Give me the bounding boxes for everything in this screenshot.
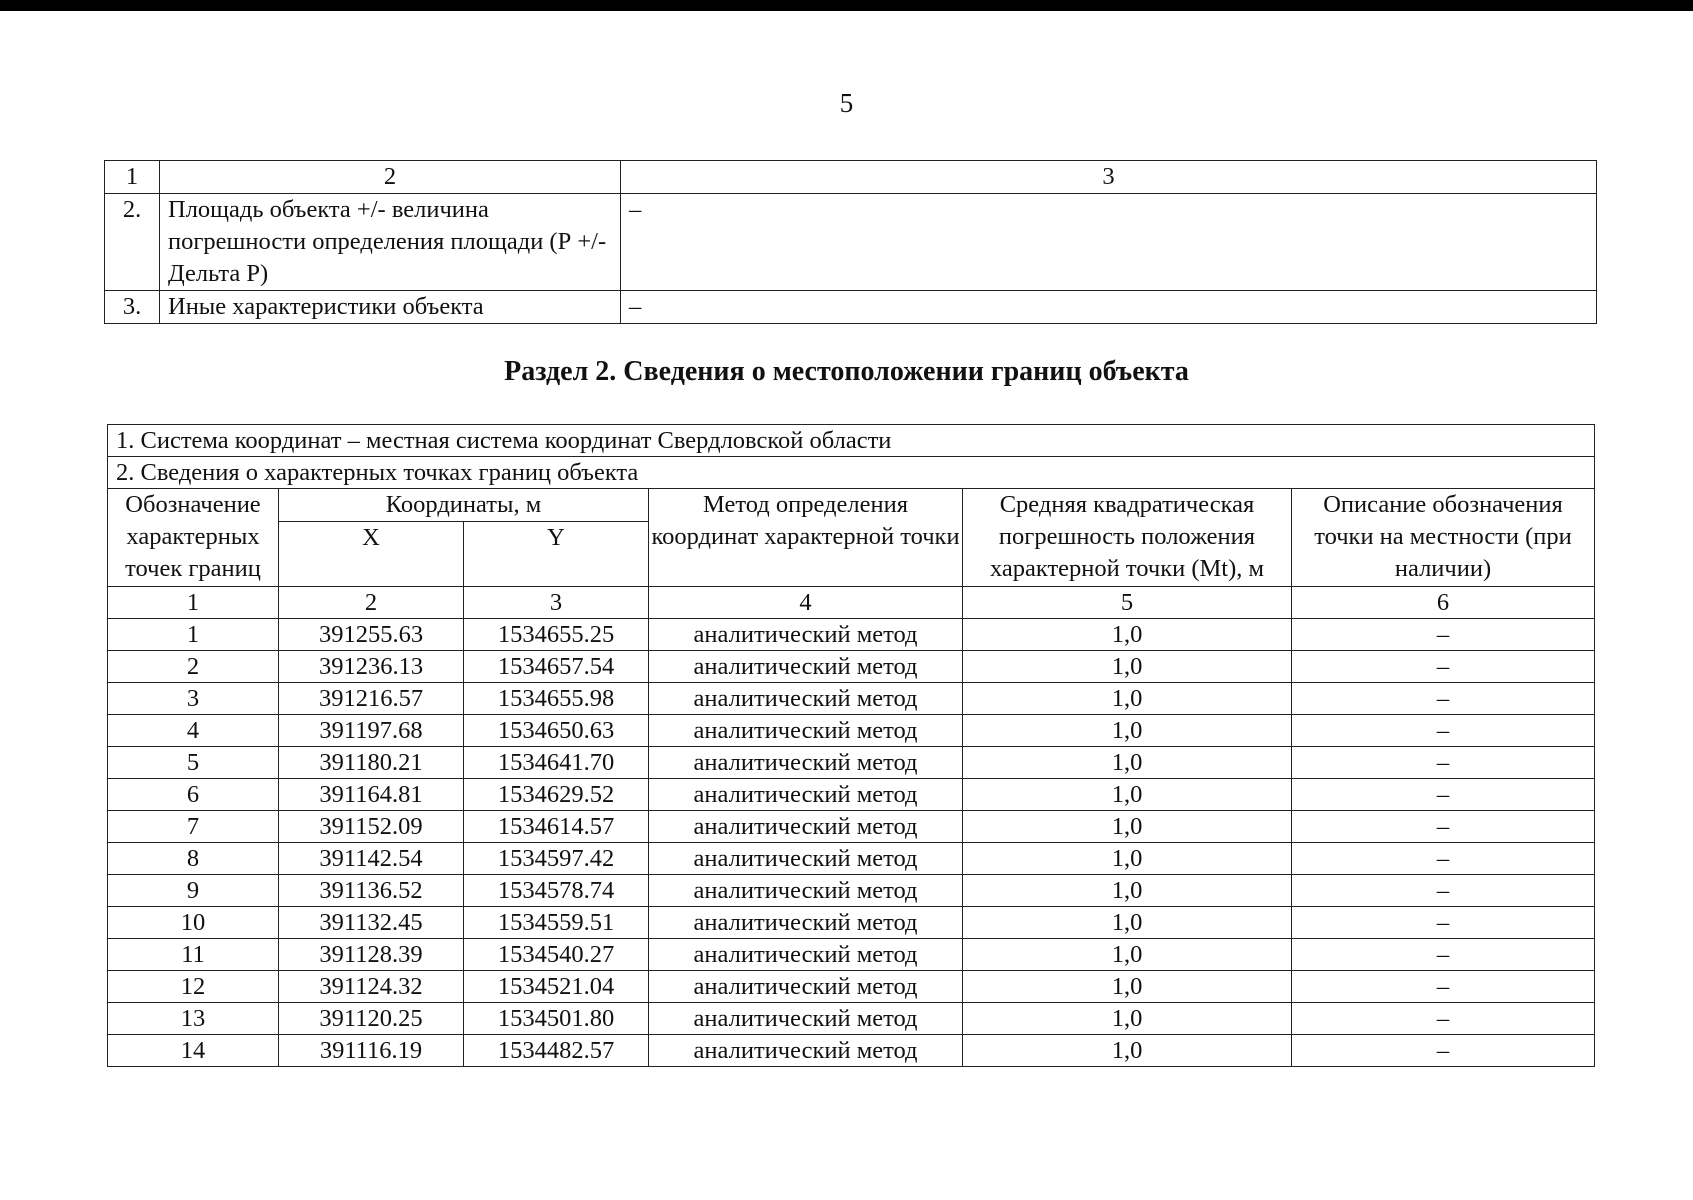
row-value: – — [621, 194, 1597, 291]
table-row — [108, 683, 1595, 715]
mean-error-cell: 1,0 — [963, 907, 1292, 939]
column-number: 2 — [279, 587, 464, 619]
header-coordinates: Координаты, м — [279, 489, 649, 522]
row-label: Площадь объекта +/- величина погрешности определения площади (Р +/- Дельта Р) — [160, 194, 621, 291]
method-cell: аналитический метод — [649, 1035, 963, 1067]
table-row — [105, 194, 1597, 291]
coord-y-cell: 1534559.51 — [464, 907, 649, 939]
mean-error-cell: 1,0 — [963, 1035, 1292, 1067]
coord-y-cell: 1534614.57 — [464, 811, 649, 843]
header-cell: 3 — [621, 161, 1597, 194]
description-cell: – — [1292, 875, 1595, 907]
method-cell: аналитический метод — [649, 619, 963, 651]
method-cell: аналитический метод — [649, 939, 963, 971]
boundary-points-table — [107, 424, 1595, 1067]
column-numbers-row — [108, 587, 1595, 619]
coord-x-cell: 391124.32 — [279, 971, 464, 1003]
coord-x-cell: 391236.13 — [279, 651, 464, 683]
object-characteristics-table — [104, 160, 1597, 324]
coord-x-cell: 391164.81 — [279, 779, 464, 811]
coord-y-cell: 1534521.04 — [464, 971, 649, 1003]
points-title-row — [108, 457, 1595, 489]
description-cell: – — [1292, 651, 1595, 683]
point-number-cell: 2 — [108, 651, 279, 683]
table-row — [108, 811, 1595, 843]
table-row — [108, 779, 1595, 811]
table-row — [108, 971, 1595, 1003]
coord-x-cell: 391255.63 — [279, 619, 464, 651]
point-number-cell: 11 — [108, 939, 279, 971]
point-number-cell: 9 — [108, 875, 279, 907]
coord-x-cell: 391128.39 — [279, 939, 464, 971]
coord-y-cell: 1534597.42 — [464, 843, 649, 875]
top-border-bar — [0, 0, 1693, 11]
mean-error-cell: 1,0 — [963, 1003, 1292, 1035]
method-cell: аналитический метод — [649, 715, 963, 747]
mean-error-cell: 1,0 — [963, 683, 1292, 715]
coord-y-cell: 1534578.74 — [464, 875, 649, 907]
coord-y-cell: 1534629.52 — [464, 779, 649, 811]
column-number: 3 — [464, 587, 649, 619]
method-cell: аналитический метод — [649, 683, 963, 715]
point-number-cell: 6 — [108, 779, 279, 811]
column-number: 1 — [108, 587, 279, 619]
table-row — [108, 875, 1595, 907]
table-row — [108, 619, 1595, 651]
coord-x-cell: 391180.21 — [279, 747, 464, 779]
column-number: 4 — [649, 587, 963, 619]
mean-error-cell: 1,0 — [963, 715, 1292, 747]
method-cell: аналитический метод — [649, 651, 963, 683]
header-y: Y — [464, 522, 649, 587]
description-cell: – — [1292, 939, 1595, 971]
coord-x-cell: 391120.25 — [279, 1003, 464, 1035]
point-number-cell: 10 — [108, 907, 279, 939]
method-cell: аналитический метод — [649, 843, 963, 875]
method-cell: аналитический метод — [649, 779, 963, 811]
coord-y-cell: 1534655.98 — [464, 683, 649, 715]
mean-error-cell: 1,0 — [963, 779, 1292, 811]
column-number: 6 — [1292, 587, 1595, 619]
table-header-row — [105, 161, 1597, 194]
mean-error-cell: 1,0 — [963, 619, 1292, 651]
coord-y-cell: 1534641.70 — [464, 747, 649, 779]
row-number: 3. — [105, 291, 160, 324]
row-value: – — [621, 291, 1597, 324]
coord-y-cell: 1534655.25 — [464, 619, 649, 651]
description-cell: – — [1292, 1003, 1595, 1035]
coord-y-cell: 1534657.54 — [464, 651, 649, 683]
point-number-cell: 12 — [108, 971, 279, 1003]
section-title: Раздел 2. Сведения о местоположении границ объекта — [504, 356, 1189, 387]
table-row — [108, 907, 1595, 939]
coord-x-cell: 391132.45 — [279, 907, 464, 939]
table-row — [108, 1035, 1595, 1067]
point-number-cell: 13 — [108, 1003, 279, 1035]
point-rows — [108, 619, 1595, 1067]
column-number: 5 — [963, 587, 1292, 619]
description-cell: – — [1292, 747, 1595, 779]
points-title-text: 2. Сведения о характерных точках границ объекта — [108, 457, 1595, 489]
table-row — [108, 939, 1595, 971]
point-number-cell: 14 — [108, 1035, 279, 1067]
coord-x-cell: 391116.19 — [279, 1035, 464, 1067]
mean-error-cell: 1,0 — [963, 843, 1292, 875]
header-cell: 1 — [105, 161, 160, 194]
header-description: Описание обозначения точки на местности (при наличии) — [1292, 489, 1595, 587]
coord-x-cell: 391152.09 — [279, 811, 464, 843]
mean-error-cell: 1,0 — [963, 811, 1292, 843]
coord-y-cell: 1534650.63 — [464, 715, 649, 747]
table-header-row — [108, 489, 1595, 522]
coord-system-text: 1. Система координат – местная система координат Свердловской области — [108, 425, 1595, 457]
table-row — [108, 843, 1595, 875]
mean-error-cell: 1,0 — [963, 971, 1292, 1003]
description-cell: – — [1292, 811, 1595, 843]
mean-error-cell: 1,0 — [963, 651, 1292, 683]
description-cell: – — [1292, 683, 1595, 715]
coord-x-cell: 391216.57 — [279, 683, 464, 715]
table-row — [105, 291, 1597, 324]
description-cell: – — [1292, 779, 1595, 811]
coord-x-cell: 391197.68 — [279, 715, 464, 747]
table-row — [108, 651, 1595, 683]
header-method: Метод определения координат характерной точки — [649, 489, 963, 587]
description-cell: – — [1292, 715, 1595, 747]
point-number-cell: 5 — [108, 747, 279, 779]
row-label: Иные характеристики объекта — [160, 291, 621, 324]
mean-error-cell: 1,0 — [963, 875, 1292, 907]
method-cell: аналитический метод — [649, 1003, 963, 1035]
coord-y-cell: 1534540.27 — [464, 939, 649, 971]
mean-error-cell: 1,0 — [963, 939, 1292, 971]
header-designation: Обозначение характерных точек границ — [108, 489, 279, 587]
method-cell: аналитический метод — [649, 811, 963, 843]
mean-error-cell: 1,0 — [963, 747, 1292, 779]
coord-system-row — [108, 425, 1595, 457]
row-number: 2. — [105, 194, 160, 291]
point-number-cell: 4 — [108, 715, 279, 747]
table-row — [108, 747, 1595, 779]
header-cell: 2 — [160, 161, 621, 194]
method-cell: аналитический метод — [649, 907, 963, 939]
coord-x-cell: 391142.54 — [279, 843, 464, 875]
description-cell: – — [1292, 907, 1595, 939]
description-cell: – — [1292, 843, 1595, 875]
page-number: 5 — [839, 88, 854, 118]
table-row — [108, 715, 1595, 747]
description-cell: – — [1292, 619, 1595, 651]
header-error: Средняя квадратическая погрешность положения характерной точки (Mt), м — [963, 489, 1292, 587]
coord-y-cell: 1534482.57 — [464, 1035, 649, 1067]
point-number-cell: 3 — [108, 683, 279, 715]
description-cell: – — [1292, 1035, 1595, 1067]
coord-x-cell: 391136.52 — [279, 875, 464, 907]
method-cell: аналитический метод — [649, 747, 963, 779]
point-number-cell: 7 — [108, 811, 279, 843]
description-cell: – — [1292, 971, 1595, 1003]
point-number-cell: 1 — [108, 619, 279, 651]
table-row — [108, 1003, 1595, 1035]
coord-y-cell: 1534501.80 — [464, 1003, 649, 1035]
header-x: X — [279, 522, 464, 587]
point-number-cell: 8 — [108, 843, 279, 875]
method-cell: аналитический метод — [649, 971, 963, 1003]
method-cell: аналитический метод — [649, 875, 963, 907]
